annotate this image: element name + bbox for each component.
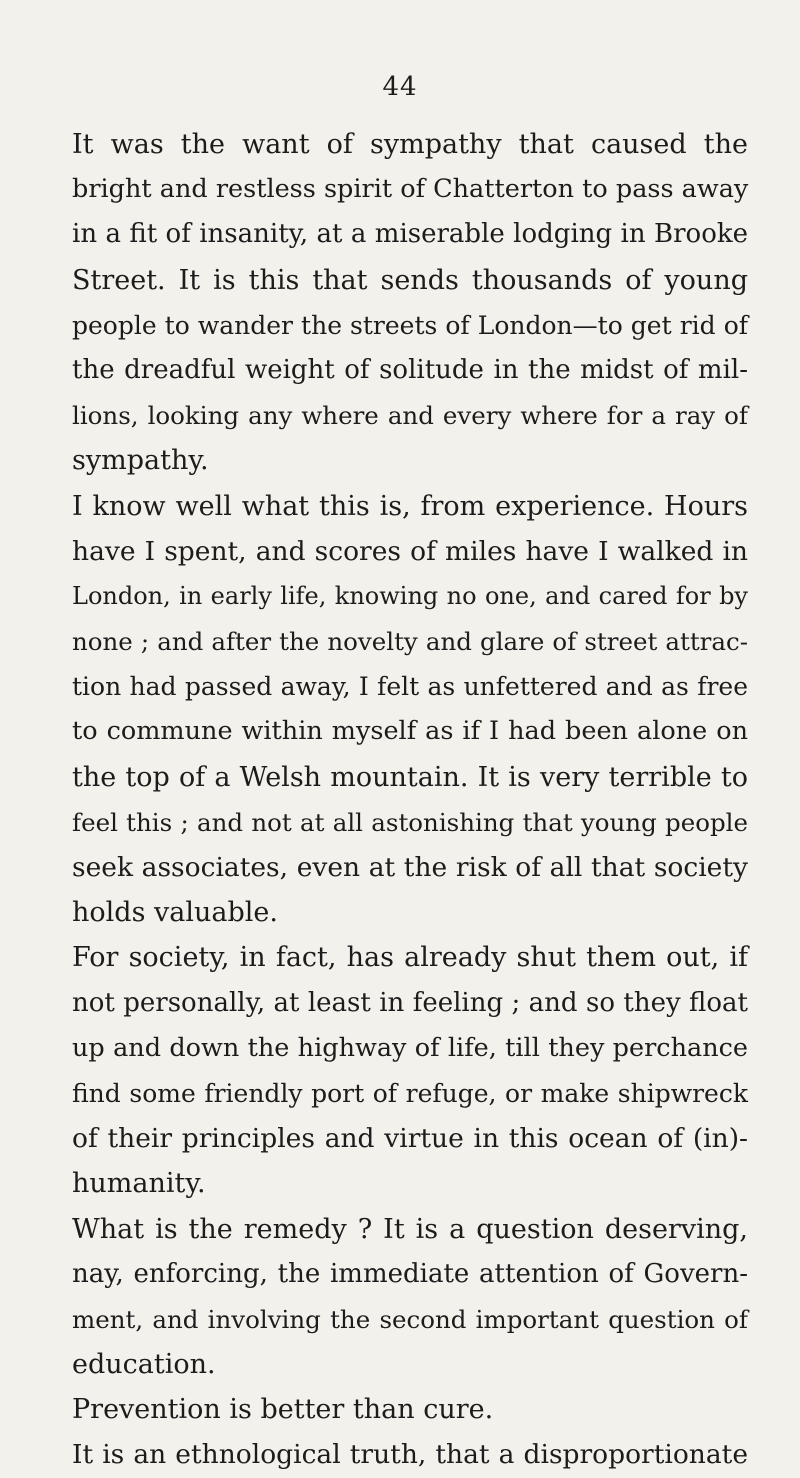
text-line: bright and restless spirit of Chatterton to pass away xyxy=(72,174,749,205)
text-line: nay, enforcing, the immediate attention of Govern- xyxy=(72,1258,748,1289)
text-line: Street. It is this that sends thousands of young xyxy=(72,264,748,296)
text-line: not personally, at least in feeling ; and so they float xyxy=(72,987,748,1018)
text-line: It is an ethnological truth, that a disproportionate xyxy=(72,1439,748,1471)
text-line: the top of a Welsh mountain. It is very terrible to xyxy=(72,761,748,793)
text-line: London, in early life, knowing no one, and cared for by xyxy=(72,581,748,610)
text-line: It was the want of sympathy that caused the xyxy=(72,129,748,160)
text-line: tion had passed away, I felt as unfettered and as free xyxy=(72,672,748,702)
text-line: ment, and involving the second important question of xyxy=(72,1304,748,1334)
text-line: have I spent, and scores of miles have I walked in xyxy=(72,535,748,567)
text-line: of their principles and virtue in this ocean of (in)- xyxy=(72,1123,748,1155)
text-line: For society, in fact, has already shut them out, if xyxy=(72,942,748,974)
text-line: people to wander the streets of London—to get rid of xyxy=(72,310,748,340)
text-line: in a fit of insanity, at a miserable lodging in Brooke xyxy=(72,219,748,250)
text-line: education. xyxy=(72,1349,216,1381)
text-line: holds valuable. xyxy=(72,897,278,929)
body-text xyxy=(72,122,748,1478)
text-line: find some friendly port of refuge, or make shipwreck xyxy=(72,1078,748,1108)
text-line: sympathy. xyxy=(72,445,209,477)
text-line: feel this ; and not at all astonishing that young people xyxy=(72,807,748,837)
text-line: Prevention is better than cure. xyxy=(72,1394,494,1426)
text-line: humanity. xyxy=(72,1168,206,1200)
text-line: What is the remedy ? It is a question deserving, xyxy=(72,1213,748,1245)
text-line: seek associates, even at the risk of all that society xyxy=(72,852,748,883)
text-line: none ; and after the novelty and glare of street attrac- xyxy=(72,627,748,657)
text-line: the dreadful weight of solitude in the midst of mil- xyxy=(72,354,748,385)
text-line: up and down the highway of life, till they perchance xyxy=(72,1032,748,1063)
text-line: I know well what this is, from experience. Hours xyxy=(72,490,748,522)
text-line: lions, looking any where and every where for a ray of xyxy=(72,401,748,431)
page-number: 44 xyxy=(382,72,418,102)
text-line: to commune within myself as if I had been alone on xyxy=(72,716,748,747)
